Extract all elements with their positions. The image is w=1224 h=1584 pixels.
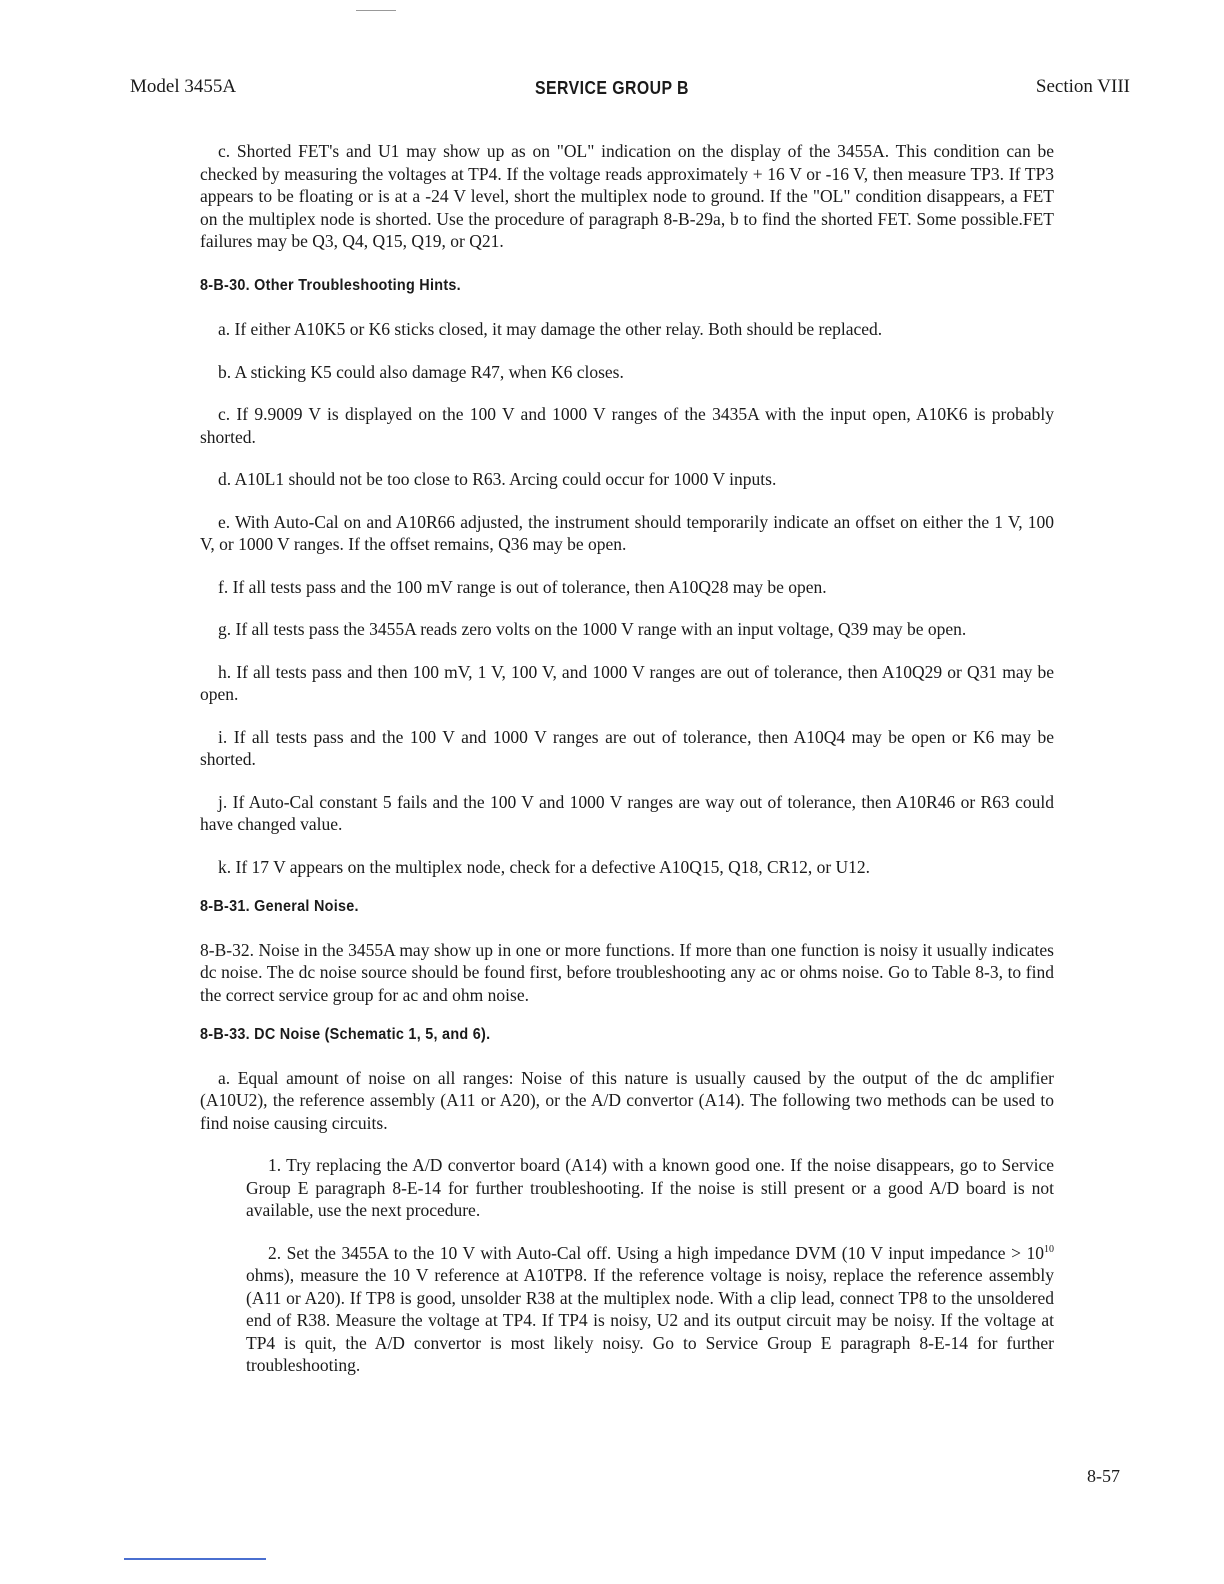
step-1: 1. Try replacing the A/D convertor board (A14) with a known good one. If the noise disappears, go to Service Group E paragraph 8-E-14 for further troubleshooting. If the noise is still present or a good A/D board is not available, use the next procedure. [246, 1155, 1054, 1220]
hint-f: f. If all tests pass and the 100 mV range is out of tolerance, then A10Q28 may be open. [218, 576, 827, 597]
step-2 [246, 1242, 1054, 1377]
paragraph-shorted-fets: c. Shorted FET's and U1 may show up as on "OL" indication on the display of the 3455A. This condition can be checked by measuring the voltages at TP4. If the voltage reads approximately + 16 V or -16 V, then measure TP3. If TP3 appears to be floating or is at a -24 V level, short the multiplex node to ground. If the "OL" condition disappears, a FET on the multiplex node is shorted. Use the procedure of paragraph 8-B-29a, b to find the shorted FET. Some possible.FET failures may be Q3, Q4, Q15, Q19, or Q21. [200, 141, 1054, 251]
paragraph-general-noise: 8-B-32. Noise in the 3455A may show up in one or more functions. If more than one function is noisy it usually indicates dc noise. The dc noise source should be found first, before troubleshooting any ac or ohms noise. Go to Table 8-3, to find the correct service group for ac and ohm noise. [200, 939, 1054, 1005]
hint-j: j. If Auto-Cal constant 5 fails and the 100 V and 1000 V ranges are way out of tolerance, then A10R46 or R63 could have changed value. [200, 791, 1054, 834]
hint-i: i. If all tests pass and the 100 V and 1000 V ranges are out of tolerance, then A10Q4 may be open or K6 may be shorted. [200, 726, 1054, 769]
hint-k: k. If 17 V appears on the multiplex node, check for a defective A10Q15, Q18, CR12, or U12. [218, 856, 871, 877]
step-2-text-b: ohms), measure the 10 V reference at A10TP8. If the reference voltage is noisy, replace the reference assembly (A11 or A20). If TP8 is good, unsolder R38 at the multiplex node. With a clip lead, connect TP8 to the unsoldered end of R38. Measure the voltage at TP4. If TP4 is noisy, U2 and its output circuit may be noisy. If the voltage at TP4 is quit, the A/D convertor is most likely noisy. Go to Service Group E paragraph 8-E-14 for further troubleshooting. [246, 1265, 1054, 1375]
hint-b: b. A sticking K5 could also damage R47, when K6 closes. [218, 361, 624, 382]
hint-h: h. If all tests pass and then 100 mV, 1 V, 100 V, and 1000 V ranges are out of tolerance, then A10Q29 or Q31 may be open. [200, 661, 1054, 704]
header-section: Section VIII [1035, 76, 1130, 97]
header-model: Model 3455A [130, 76, 237, 97]
heading-8-b-33: 8-B-33. DC Noise (Schematic 1, 5, and 6). [200, 1026, 491, 1043]
heading-8-b-31: 8-B-31. General Noise. [200, 898, 359, 915]
hint-a: a. If either A10K5 or K6 sticks closed, it may damage the other relay. Both should be replaced. [218, 319, 883, 339]
heading-8-b-30: 8-B-30. Other Troubleshooting Hints. [200, 276, 461, 294]
header-service-group: SERVICE GROUP B [535, 78, 689, 98]
scan-mark [356, 10, 396, 13]
hint-g: g. If all tests pass the 3455A reads zero volts on the 1000 V range with an input voltage, Q39 may be open. [218, 619, 967, 639]
footer-rule [124, 1558, 266, 1560]
step-2-text-a: 2. Set the 3455A to the 10 V with Auto-Cal off. Using a high impedance DVM (10 V input impedance > 10 [268, 1242, 1044, 1263]
step-2-exponent: 10 [1044, 1243, 1054, 1255]
hint-d: d. A10L1 should not be too close to R63. Arcing could occur for 1000 V inputs. [218, 469, 777, 489]
page-body [200, 140, 1054, 1377]
hint-c: c. If 9.9009 V is displayed on the 100 V and 1000 V ranges of the 3435A with the input open, A10K6 is probably shorted. [200, 404, 1054, 447]
paragraph-equal-noise: a. Equal amount of noise on all ranges: Noise of this nature is usually caused by the output of the dc amplifier (A10U2), the reference assembly (A11 or A20), or the A/D convertor (A14). The following two methods can be used to find noise causing circuits. [200, 1067, 1054, 1133]
hint-e: e. With Auto-Cal on and A10R66 adjusted, the instrument should temporarily indicate an offset on either the 1 V, 100 V, or 1000 V ranges. If the offset remains, Q36 may be open. [200, 511, 1054, 554]
page-number: 8-57 [1087, 1466, 1120, 1486]
